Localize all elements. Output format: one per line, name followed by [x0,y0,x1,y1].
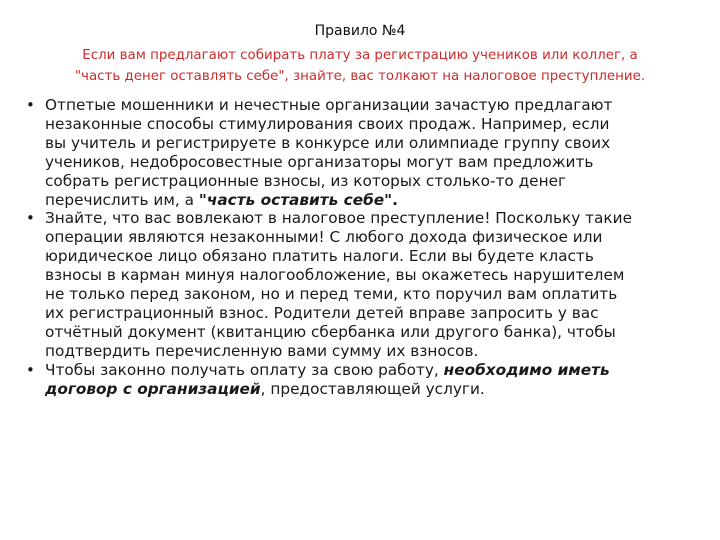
bullet-1-line-2: незаконные способы стимулирования своих продаж. Например, если [45,114,610,133]
bullet-1-line-6 [45,191,712,210]
bullet-2-line-3: юридическое лицо обязано платить налоги. Если вы будете класть [45,247,594,266]
bullet-3-line-1 [45,361,712,380]
bullet-2-line-4: взносы в карман минуя налогообложение, вы окажетесь нарушителем [45,266,625,285]
bullet-3-line-2 [45,380,712,399]
slide-subtitle [20,45,700,87]
bullet-dot-icon: • [26,209,35,228]
subtitle-line-2: "часть денег оставлять себе", знайте, вас толкают на налоговое преступление. [74,69,646,84]
bullet-2-line-2: операции являются незаконными! С любого дохода физическое или [45,228,603,247]
bullet-2-line-1: Знайте, что вас вовлекают в налоговое преступление! Поскольку такие [45,209,633,228]
bullet-item-contract [26,361,712,399]
bullet-1-line-4: учеников, недобросовестные организаторы могут вам предложить [45,152,594,171]
bullet-2-line-7: отчётный документ (квитанцию сбербанка или другого банка), чтобы [45,322,616,341]
bullet-list [26,96,712,399]
subtitle-line-1: Если вам предлагают собирать плату за регистрацию учеников или коллег, а [82,48,638,63]
slide-title: Правило №4 [314,23,406,39]
emphasis-contract: договор с организацией [45,379,261,398]
bullet-3-line-2-end: , предоставляющей услуги. [260,379,485,398]
bullet-3-line-1-start: Чтобы законно получать оплату за свою работу, [45,360,444,379]
bullet-1-line-5: собрать регистрационные взносы, из которых столько-то денег [45,171,567,190]
bullet-dot-icon: • [26,96,35,114]
bullet-1-line-3: вы учитель и регистрируете в конкурсе или олимпиаде группу своих [45,133,611,152]
quote-close: ". [384,190,398,209]
emphasis-need-to-have: необходимо иметь [443,360,610,379]
quote-open: " [198,190,207,209]
bullet-2-line-6: их регистрационный взнос. Родители детей вправе запросить у вас [45,303,599,322]
emphasis-keep-part: часть оставить себе [206,190,385,209]
bullet-item-tax-crime [26,209,712,360]
bullet-dot-icon: • [26,360,35,379]
bullet-2-line-5: не только перед законом, но и перед теми, кто поручил вам оплатить [45,285,618,304]
bullet-1-line-1: Отпетые мошенники и нечестные организации зачастую предлагают [45,96,613,114]
bullet-item-fraud [26,96,712,209]
bullet-1-line-6-start: перечислить им, а [45,190,199,209]
bullet-2-line-8: подтвердить перечисленную вами сумму их взносов. [45,341,479,360]
